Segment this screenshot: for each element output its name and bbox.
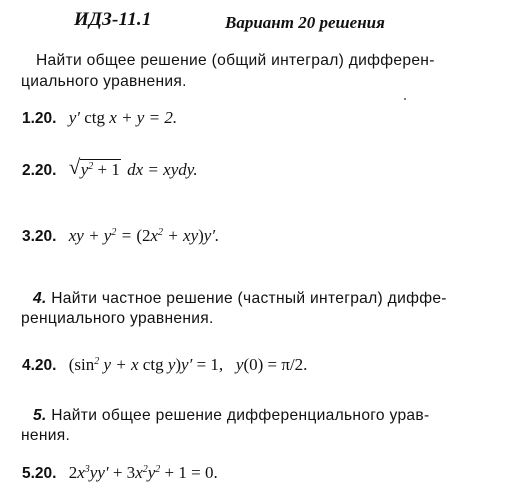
- problem-number: 2.20.: [22, 162, 57, 179]
- section4-text-line2: ренциального уравнения.: [21, 310, 214, 327]
- problem-equation: $2x^3yy' + 3x^2y^2 + 1 = 0$.: [68, 463, 218, 482]
- stray-dot: [404, 98, 406, 100]
- problem-number: 1.20.: [22, 110, 57, 127]
- section5-line1-text: Найти общее решение дифференциального урав-: [51, 407, 430, 424]
- section1-text-line2: циального уравнения.: [21, 73, 187, 90]
- problem-number: 5.20.: [22, 465, 57, 482]
- section5-text-line1: [33, 406, 429, 425]
- variant-heading: Вариант 20 решения: [225, 13, 385, 32]
- problem-equation: y′ ctg x + y = 2.: [68, 108, 178, 127]
- problem-equation: xy + $y^2 = (2x^2 + xy)y'$.: [68, 226, 220, 245]
- problem-3: [22, 225, 219, 248]
- problem-5: [22, 462, 218, 485]
- problem-number: 4.20.: [22, 357, 57, 374]
- section5-text-line2: нения.: [21, 427, 71, 444]
- problem-equation: ($\sin^2$ y + x ctg y)y′ = 1, y(0) = π/2.: [68, 355, 308, 374]
- document-title: ИДЗ-11.1: [74, 9, 152, 30]
- section4-line1-text: Найти частное решение (частный интеграл) диффе-: [51, 290, 447, 307]
- problem-equation: √ $y^2 + 1$ dx = xydy.: [68, 155, 198, 179]
- problem-number: 3.20.: [22, 228, 57, 245]
- section1-text-line1: Найти общее решение (общий интеграл) дифферен-: [36, 52, 435, 69]
- section4-text-line1: [33, 289, 447, 308]
- problem-4: [22, 354, 307, 377]
- section5-number: 5.: [33, 407, 47, 424]
- section4-number: 4.: [33, 290, 47, 307]
- square-root: √ $y^2 + 1$: [68, 155, 120, 179]
- problem-2: [22, 155, 198, 182]
- problem-1: [22, 107, 177, 130]
